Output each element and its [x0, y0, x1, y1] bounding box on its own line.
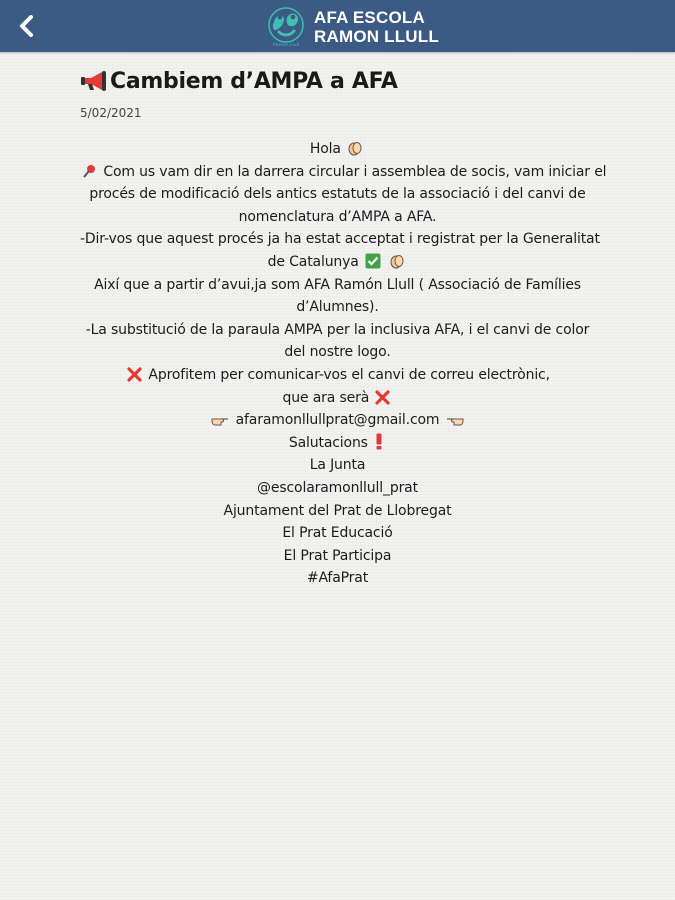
body-text-line: El Prat Participa	[283, 547, 392, 564]
pushpin-icon	[82, 164, 97, 179]
body-line	[80, 228, 600, 251]
body-line	[80, 387, 595, 410]
clapping-hands-icon	[347, 140, 363, 156]
body-text-line: -Dir-vos que aquest procés ja ha estat acceptat i registrat per la Generalitat	[80, 231, 600, 248]
top-bar	[0, 0, 675, 52]
hashtag-text: #AfaPrat	[306, 570, 369, 587]
app-logo	[264, 5, 439, 49]
body-text-line: El Prat Educació	[282, 525, 393, 542]
post-content	[80, 60, 607, 590]
body-text-line: Salutacions	[288, 434, 368, 451]
body-line	[80, 500, 595, 523]
body-text-line: del nostre logo.	[284, 344, 391, 361]
body-line	[80, 161, 607, 184]
body-text-line: de Catalunya	[267, 253, 359, 270]
body-line	[80, 432, 595, 455]
megaphone-icon	[80, 70, 108, 92]
exclamation-mark-icon	[374, 433, 384, 450]
pointing-right-icon	[211, 413, 229, 427]
body-text-line: nomenclatura d’AMPA a AFA.	[238, 208, 437, 225]
post-date: 5/02/2021	[80, 106, 142, 120]
body-text-line: Ajuntament del Prat de Llobregat	[223, 502, 452, 519]
body-line	[80, 206, 595, 229]
body-text-line: Així que a partir d’avui,ja som AFA Ramón Llull ( Associació de Famílies	[94, 276, 581, 293]
body-text-line: -La substitució de la paraula AMPA per la inclusiva AFA, i el canvi de color	[85, 321, 590, 338]
body-line	[80, 319, 595, 342]
body-text-line: que ara serà	[282, 389, 370, 406]
post-title-row	[80, 60, 595, 102]
signature-text: La Junta	[309, 457, 366, 474]
logo-small-text: Ramon Llull	[272, 43, 300, 48]
body-line	[80, 183, 595, 206]
clapping-hands-icon	[389, 253, 405, 269]
body-line	[80, 138, 595, 161]
body-line	[80, 545, 595, 568]
greeting-text: Hola	[309, 141, 341, 157]
body-line	[80, 274, 595, 297]
body-line	[80, 409, 595, 432]
body-line	[80, 251, 595, 274]
body-line	[80, 477, 595, 500]
body-line	[80, 567, 595, 590]
logo-title-line-2: RAMON LLULL	[314, 27, 439, 46]
back-button[interactable]	[6, 6, 46, 46]
body-text-line: Aprofitem per comunicar-vos el canvi de correu electrònic,	[148, 366, 550, 383]
logo-title-line-1: AFA ESCOLA	[314, 8, 425, 27]
post-title: Cambiem d’AMPA a AFA	[110, 68, 398, 94]
check-mark-icon	[365, 253, 381, 269]
cross-mark-icon	[375, 390, 390, 405]
body-line	[80, 522, 595, 545]
pointing-left-icon	[446, 413, 464, 427]
body-text-line: Com us vam dir en la darrera circular i assemblea de socis, vam iniciar el	[103, 163, 607, 180]
cross-mark-icon	[127, 367, 142, 382]
body-text-line: procés de modificació dels antics estatuts de la associació i del canvi de	[89, 186, 586, 203]
body-line	[80, 341, 595, 364]
school-logo-icon	[264, 6, 308, 48]
chevron-left-icon	[17, 15, 35, 37]
body-text-line: d’Alumnes).	[296, 299, 379, 316]
post-body	[80, 138, 607, 590]
body-line	[80, 296, 595, 319]
email-text: afaramonllullprat@gmail.com	[235, 412, 440, 429]
body-line	[80, 364, 595, 387]
body-line	[80, 454, 595, 477]
social-handle-text: @escolaramonllull_prat	[257, 479, 418, 496]
